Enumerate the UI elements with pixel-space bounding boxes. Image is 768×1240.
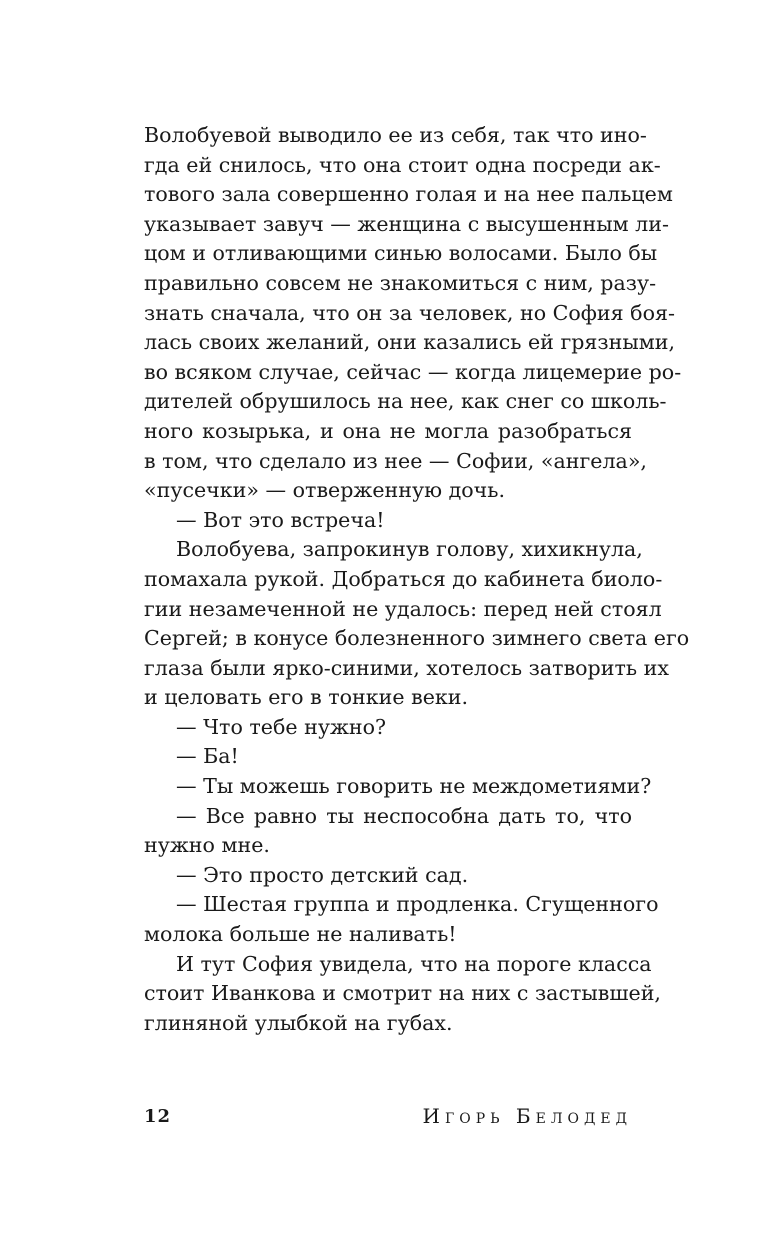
text-line: «пусечки» — отверженную дочь. (144, 478, 506, 503)
text-line: — Ба! (176, 744, 239, 769)
text-line: — Все равно ты неспособна дать то, что (176, 803, 632, 828)
page-footer (144, 1094, 632, 1134)
text-line: глиняной улыбкой на губах. (144, 1010, 453, 1035)
text-line: ного козырька, и она не могла разобраться (144, 418, 632, 443)
text-line: помахала рукой. Добраться до кабинета биоло- (144, 566, 663, 591)
text-line: цом и отливающими синью волосами. Было бы (144, 241, 658, 266)
text-line: Волобуева, запрокинув голову, хихикнула, (176, 537, 643, 562)
text-line: в том, что сделало из нее — Софии, «ангела», (144, 448, 647, 473)
text-line: стоит Иванкова и смотрит на них с застывшей, (144, 981, 661, 1006)
text-line: молока больше не наливать! (144, 922, 457, 947)
text-line: лась своих желаний, они казались ей грязными, (144, 330, 676, 355)
running-head-author: Игорь Белодед (422, 1104, 632, 1128)
page-body-text (144, 121, 690, 1038)
text-line: указывает завуч — женщина с высушенным ли- (144, 211, 669, 236)
text-line: и целовать его в тонкие веки. (144, 685, 469, 710)
text-line: правильно совсем не знакомиться с ним, разу- (144, 270, 657, 295)
text-line: — Что тебе нужно? (176, 714, 387, 739)
text-line: Сергей; в конусе болезненного зимнего света его (144, 626, 690, 651)
text-line: — Шестая группа и продленка. Сгущенного (176, 892, 659, 917)
page-number: 12 (144, 1106, 172, 1127)
text-line: Волобуевой выводило ее из себя, так что ино- (144, 123, 647, 147)
text-line: во всяком случае, сейчас — когда лицемерие ро- (144, 359, 682, 384)
text-line: — Вот это встреча! (176, 507, 385, 532)
text-line: гда ей снилось, что она стоит одна посреди ак- (144, 152, 661, 177)
text-line: нужно мне. (144, 833, 270, 858)
text-line: И тут София увидела, что на пороге класса (176, 951, 652, 976)
text-line: знать сначала, что он за человек, но София боя- (144, 300, 675, 325)
text-line: дителей обрушилось на нее, как снег со школь- (144, 389, 667, 414)
text-line: — Это просто детский сад. (176, 862, 469, 887)
text-line: гии незамеченной не удалось: перед ней стоял (144, 596, 662, 621)
text-line: — Ты можешь говорить не междометиями? (176, 774, 652, 799)
text-line: глаза были ярко-синими, хотелось затворить их (144, 655, 669, 680)
text-line: тового зала совершенно голая и на нее пальцем (144, 182, 673, 207)
